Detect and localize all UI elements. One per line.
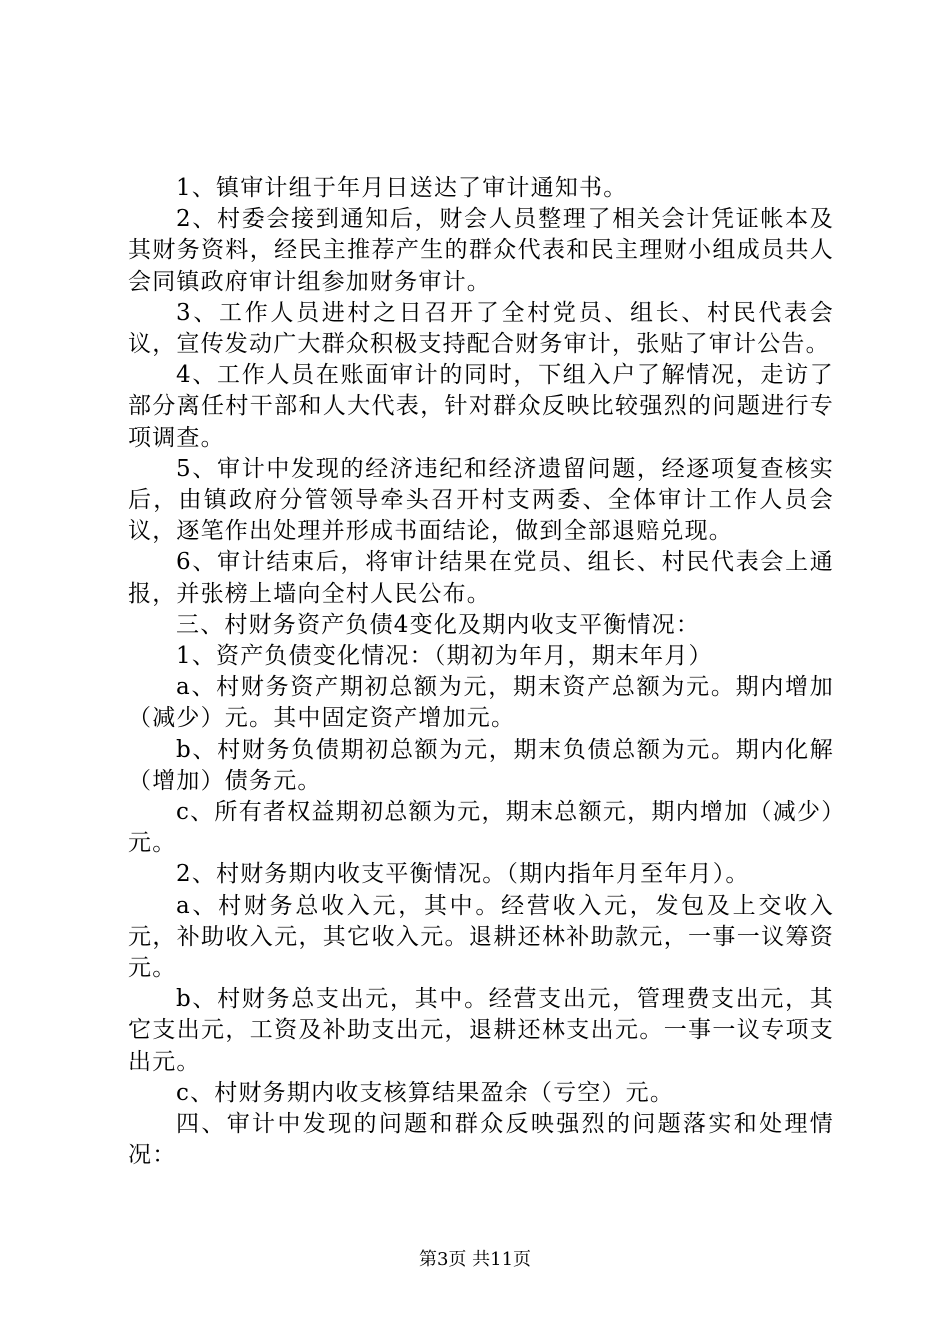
section-heading: 四、审计中发现的问题和群众反映强烈的问题落实和处理情况： (128, 1111, 834, 1169)
paragraph: b、村财务负债期初总额为元，期末负债总额为元。期内化解（增加）债务元。 (128, 736, 834, 794)
paragraph: 2、村委会接到通知后，财会人员整理了相关会计凭证帐本及其财务资料，经民主推荐产生的群众代表和民主理财小组成员共人会同镇政府审计组参加财务审计。 (128, 206, 834, 295)
document-body (128, 173, 834, 1172)
page-footer: 第3页 共11页 (418, 1249, 532, 1270)
paragraph: 4、工作人员在账面审计的同时，下组入户了解情况，走访了部分离任村干部和人大代表，针对群众反映比较强烈的问题进行专项调查。 (128, 362, 834, 451)
section-heading: 三、村财务资产负债4变化及期内收支平衡情况： (176, 611, 701, 638)
paragraph: a、村财务资产期初总额为元，期末资产总额为元。期内增加（减少）元。其中固定资产增加元。 (128, 674, 834, 732)
paragraph: 2、村财务期内收支平衡情况。（期内指年月至年月）。 (176, 861, 750, 888)
paragraph: 1、镇审计组于年月日送达了审计通知书。 (176, 175, 628, 201)
paragraph: 3、工作人员进村之日召开了全村党员、组长、村民代表会议，宣传发动广大群众积极支持配合财务审计，张贴了审计公告。 (128, 299, 834, 358)
paragraph: c、村财务期内收支核算结果盈余（亏空）元。 (176, 1079, 675, 1106)
paragraph: a、村财务总收入元，其中。经营收入元，发包及上交收入元，补助收入元，其它收入元。退耕还林补助款元，一事一议筹资元。 (128, 892, 834, 982)
paragraph: 6、审计结束后，将审计结果在党员、组长、村民代表会上通报，并张榜上墙向全村人民公布。 (128, 549, 834, 607)
paragraph: c、所有者权益期初总额为元，期末总额元，期内增加（减少）元。 (128, 799, 834, 857)
paragraph: 1、资产负债变化情况：（期初为年月，期末年月） (176, 643, 713, 670)
paragraph: 5、审计中发现的经济违纪和经济遗留问题，经逐项复查核实后，由镇政府分管领导牵头召开村支两委、全体审计工作人员会议，逐笔作出处理并形成书面结论，做到全部退赔兑现。 (128, 455, 834, 545)
paragraph: b、村财务总支出元，其中。经营支出元，管理费支出元，其它支出元，工资及补助支出元，退耕还林支出元。一事一议专项支出元。 (128, 986, 834, 1075)
